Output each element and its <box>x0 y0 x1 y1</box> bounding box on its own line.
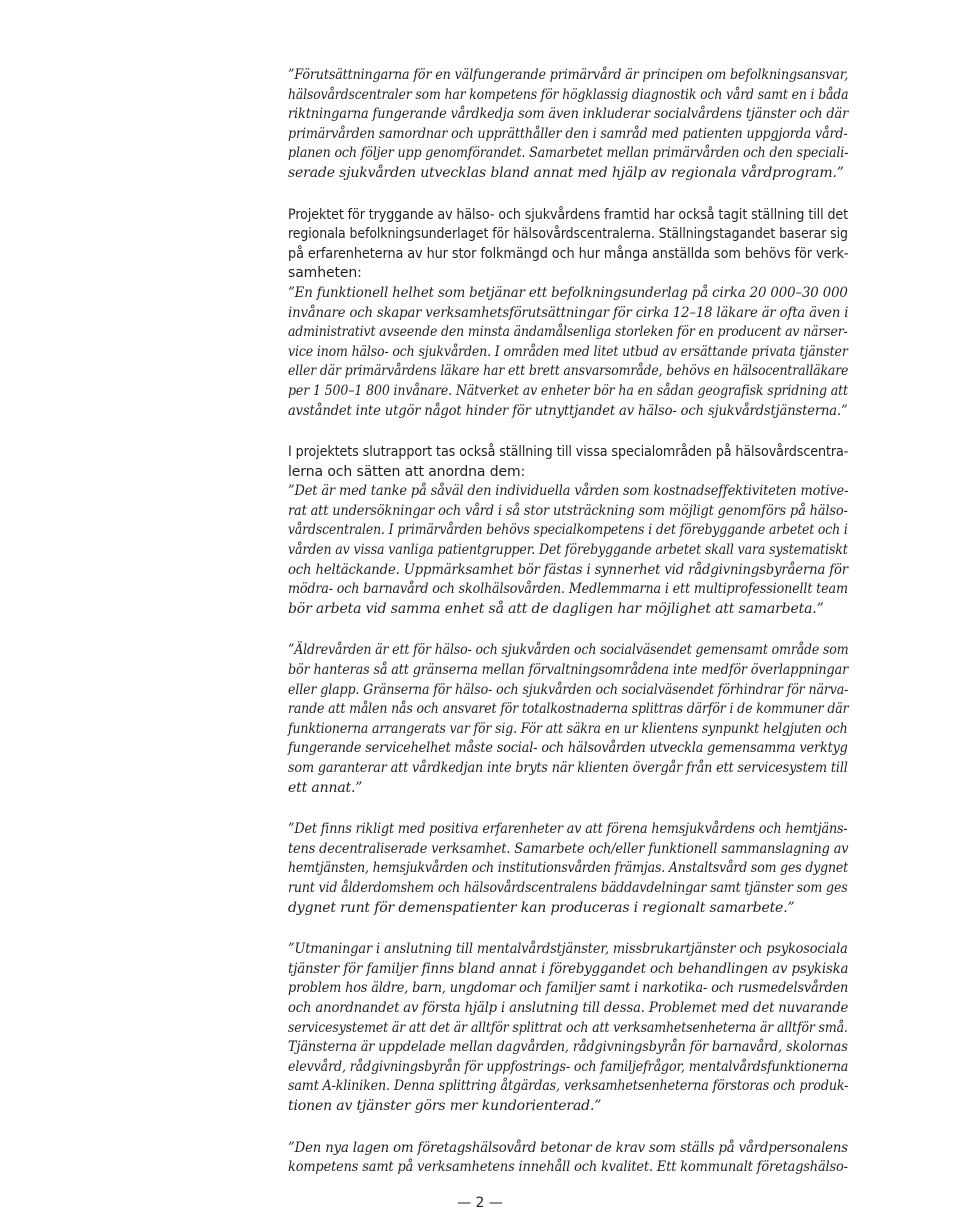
paragraph <box>288 66 848 184</box>
text-line: ”Förutsättningarna för en välfungerande primärvård är principen om befolkningsansvar, <box>288 67 849 83</box>
paragraph <box>288 641 848 798</box>
text-line: kompetens samt på verksamhetens innehåll och kvalitet. Ett kommunalt företagshälso- <box>288 1159 848 1176</box>
text-line: funktionerna arrangerats var för sig. För att säkra en ur klientens synpunkt helgjuten och <box>288 720 848 737</box>
text-line: samt A-kliniken. Denna splittring åtgärdas, verksamhetsenheterna förstoras och produk- <box>288 1078 849 1095</box>
paragraph <box>288 206 848 422</box>
text-line: samheten: <box>288 265 362 282</box>
text-line: dygnet runt för demenspatienter kan produceras i regionalt samarbete.” <box>288 899 795 916</box>
text-line: elevvård, rådgivningsbyrån för uppfostrings- och familjefrågor, mentalvårdsfunktionerna <box>288 1058 849 1075</box>
text-line: tens decentraliserade verksamhet. Samarbete och/eller funktionell sammanslagning av <box>288 840 849 857</box>
text-line: runt vid ålderdomshem och hälsovårdscentralens bäddavdelningar samt tjänster som ges <box>288 879 848 896</box>
text-line: hälsovårdscentraler som har kompetens för högklassig diagnostik och vård samt en i båda <box>288 86 849 103</box>
text-line: ”Äldrevården är ett för hälso- och sjukvården och socialväsendet gemensamt område som <box>288 642 849 659</box>
text-line: bör arbeta vid samma enhet så att de dagligen har möjlighet att samarbeta.” <box>288 600 824 617</box>
text-line: ett annat.” <box>288 779 363 796</box>
text-line: ”Det är med tanke på såväl den individuella vården som kostnadseffektiviteten motive- <box>288 483 849 500</box>
text-line: serade sjukvården utvecklas bland annat med hjälp av regionala vårdprogram.” <box>288 164 844 181</box>
text-line: vårdscentralen. I primärvården behövs specialkompetens i det förebyggande arbetet och i <box>288 522 848 539</box>
text-line: planen och följer upp genomförandet. Samarbetet mellan primärvården och den speciali- <box>288 145 849 162</box>
text-line: ”Den nya lagen om företagshälsovård betonar de krav som ställs på vårdpersonalens <box>288 1139 848 1156</box>
text-line: Tjänsterna är uppdelade mellan dagvården, rådgivningsbyrån för barnavård, skolornas <box>288 1039 848 1056</box>
text-line: vice inom hälso- och sjukvården. I områden med litet utbud av ersättande privata tjänster <box>288 343 848 360</box>
text-line: ”En funktionell helhet som betjänar ett befolkningsunderlag på cirka 20 000–30 000 <box>288 284 848 301</box>
text-line: Projektet för tryggande av hälso- och sjukvårdens framtid har också tagit ställning till det <box>288 206 849 223</box>
paragraph <box>288 443 848 619</box>
paragraph <box>288 940 848 1116</box>
text-line: rande att målen nås och ansvaret för totalkostnaderna splittras därför i de kommuner där <box>288 701 849 718</box>
text-line: ”Utmaningar i anslutning till mentalvårdstjänster, missbrukartjänster och psykosociala <box>288 941 848 958</box>
text-line: invånare och skapar verksamhetsförutsättningar för cirka 12–18 läkare är ofta även i <box>288 304 849 321</box>
text-line: tjänster för familjer finns bland annat i förebyggandet och behandlingen av psykiska <box>288 960 849 977</box>
text-line: tionen av tjänster görs mer kundorienterad.” <box>288 1097 602 1114</box>
text-line: eller där primärvårdens läkare har ett brett ansvarsområde, behövs en hälsocentralläkare <box>288 363 849 380</box>
text-line: administrativt avseende den minsta ändamålsenliga storleken för en producent av närser- <box>288 324 848 341</box>
text-line: och anordnandet av första hjälp i anslutning till dessa. Problemet med det nuvarande <box>288 999 849 1016</box>
text-line: problem hos äldre, barn, ungdomar och familjer samt i narkotika- och rusmedelsvården <box>288 980 849 997</box>
paragraph <box>288 820 848 918</box>
text-line: eller glapp. Gränserna för hälso- och sjukvården och socialväsendet förhindrar för närva- <box>288 681 849 698</box>
text-line: per 1 500–1 800 invånare. Nätverket av enheter bör ha en sådan geografisk spridning att <box>288 382 848 399</box>
text-line: bör hanteras så att gränserna mellan förvaltningsområdena inte medför överlappningar <box>288 662 849 679</box>
text-line: I projektets slutrapport tas också ställning till vissa specialområden på hälsovårdscentra- <box>288 444 849 461</box>
text-line: på erfarenheterna av hur stor folkmängd och hur många anställda som behövs för verk- <box>288 245 849 262</box>
text-line: hemtjänsten, hemsjukvården och institutionsvården främjas. Anstaltsvård som ges dygnet <box>288 860 849 877</box>
paragraph <box>288 1139 848 1178</box>
text-line: mödra- och barnavård och skolhälsovården. Medlemmarna i ett multiprofessionellt team <box>288 581 848 598</box>
text-line: vården av vissa vanliga patientgrupper. Det förebyggande arbetet skall vara systematiskt <box>288 542 848 559</box>
text-line: ”Det finns rikligt med positiva erfarenheter av att förena hemsjukvårdens och hemtjäns- <box>288 821 848 838</box>
text-line: och heltäckande. Uppmärksamhet bör fästas i synnerhet vid rådgivningsbyråerna för <box>288 561 848 578</box>
text-line: fungerande servicehelhet måste social- och hälsovården utveckla gemensamma verktyg <box>288 740 848 757</box>
text-line: rat att undersökningar och vård i så stor utsträckning som möjligt genomförs på hälso- <box>288 502 848 519</box>
text-line: lerna och sätten att anordna dem: <box>288 463 526 480</box>
text-line: servicesystemet är att det är alltför splittrat och att verksamhetsenheterna är alltför små. <box>288 1019 848 1036</box>
text-line: regionala befolkningsunderlaget för hälsovårdscentralerna. Ställningstagandet baserar sig <box>288 226 848 243</box>
text-line: som garanterar att vårdkedjan inte bryts när klienten övergår från ett servicesystem till <box>288 760 848 776</box>
document-page <box>288 66 848 1196</box>
text-body <box>288 66 848 1178</box>
page-number: — 2 — <box>457 1195 503 1211</box>
text-line: primärvården samordnar och upprätthåller den i samråd med patienten uppgjorda vård- <box>288 125 848 142</box>
text-line: avståndet inte utgör något hinder för utnyttjandet av hälso- och sjukvårdstjänsterna.” <box>288 402 848 419</box>
text-line: riktningarna fungerande vårdkedja som även inkluderar socialvårdens tjänster och där <box>288 106 849 123</box>
